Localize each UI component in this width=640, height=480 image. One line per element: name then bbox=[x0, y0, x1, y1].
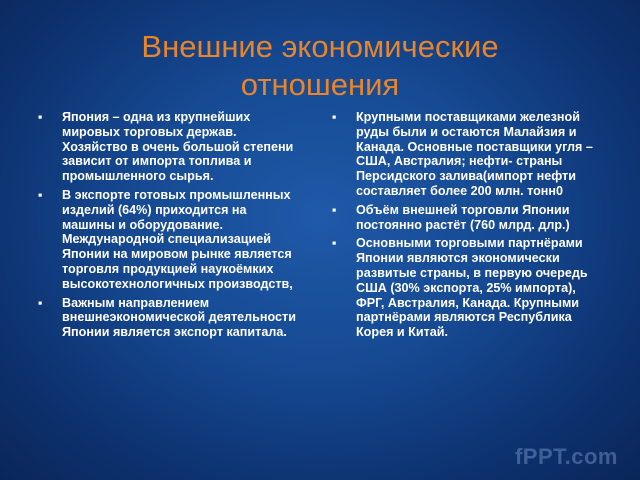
list-item bbox=[38, 110, 300, 184]
bullet-icon: ▪ bbox=[38, 110, 43, 124]
list-item bbox=[332, 110, 607, 199]
slide-title bbox=[40, 28, 600, 104]
list-item-text: Важным направлением внешнеэкономической деятельности Японии является экспорт капитала. bbox=[62, 295, 296, 340]
list-item-text: Основными торговыми партнёрами Японии являются экономически развитые страны, в первую очередь США (30% экспорта, 25% импорта), ФРГ, Австралия, Канада. Крупными партнёрами являются Республика Корея и Китай. bbox=[356, 236, 588, 340]
bullet-icon: ▪ bbox=[38, 187, 43, 202]
slide-title-line-1: Внешние экономические bbox=[141, 29, 499, 64]
bullet-icon: ▪ bbox=[332, 236, 337, 251]
list-item-text: Объём внешней торговли Японии постоянно растёт (760 млрд. длр.) bbox=[356, 202, 570, 232]
list-item bbox=[332, 203, 607, 233]
list-item-text: Крупными поставщиками железной руды были и остаются Малайзия и Канада. Основные поставщики угля – США, Австралия; нефти- страны Персидского залива(импорт нефти составляет более 200 млн. тонн0 bbox=[356, 110, 593, 198]
bullet-icon: ▪ bbox=[332, 202, 337, 217]
right-column-list bbox=[332, 110, 607, 344]
list-item bbox=[332, 236, 607, 340]
list-item bbox=[38, 296, 300, 340]
list-item-text: В экспорте готовых промышленных изделий (64%) приходится на машины и оборудование. Международной специализацией Японии на мировом рынке является торговля продукцией наукоёмких высокотехнологичных производств, bbox=[62, 187, 293, 291]
bullet-icon: ▪ bbox=[332, 110, 337, 124]
bullet-icon: ▪ bbox=[38, 295, 43, 310]
left-column-list bbox=[38, 110, 300, 344]
watermark-logo: fPPT.com bbox=[514, 444, 618, 469]
slide-title-line-2: отношения bbox=[240, 67, 400, 102]
list-item-text: Япония – одна из крупнейших мировых торговых держав. Хозяйство в очень большой степени зависит от импорта топлива и промышленного сырья. bbox=[62, 110, 294, 184]
list-item bbox=[38, 188, 300, 292]
